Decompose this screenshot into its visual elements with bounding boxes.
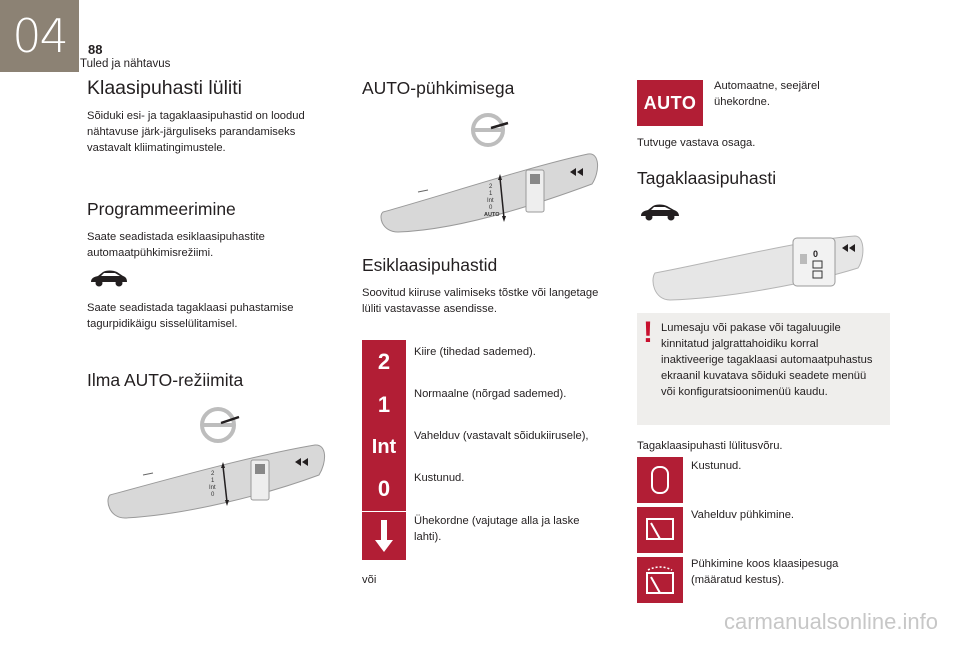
speed-1-text: Normaalne (nõrgad sademed). bbox=[414, 388, 567, 400]
stalk-label-2: 2 bbox=[211, 471, 215, 477]
rear-wiper-icon bbox=[645, 517, 675, 543]
ring-intermittent-text: Vahelduv pühkimine. bbox=[691, 509, 795, 521]
rear-off-icon bbox=[649, 465, 671, 495]
stalk-label-1: 1 bbox=[489, 191, 493, 197]
stalk-label-0: 0 bbox=[489, 205, 493, 211]
auto-text: Automaatne, seejärel ühekordne. bbox=[714, 80, 820, 108]
speed-2-text: Kiire (tihedad sademed). bbox=[414, 346, 536, 358]
no-auto-heading: Ilma AUTO-režiimita bbox=[87, 370, 244, 390]
ring-washer-badge bbox=[637, 557, 683, 603]
off-text: Kustunud. bbox=[414, 472, 465, 484]
ring-intermittent-badge bbox=[637, 507, 683, 553]
down-arrow-icon bbox=[374, 518, 394, 554]
rear-wiper-heading: Tagaklaasipuhasti bbox=[637, 168, 777, 188]
stalk-label-auto: AUTO bbox=[484, 212, 500, 218]
stalk-illustration-rear bbox=[650, 228, 870, 303]
stalk-illustration-no-auto bbox=[105, 400, 330, 520]
off-badge: 0 bbox=[362, 467, 406, 511]
single-wipe-text: Ühekordne (vajutage alla ja laske lahti). bbox=[414, 515, 580, 543]
warning-text: Lumesaju või pakase või tagaluugile kinnitatud jalgrattahoidiku korral inaktiveerige tagaklaasi automaatpuhastus ekraanil kuvatava sõiduki seadete menüü või konfiguratsioonimenüü kaudu. bbox=[661, 322, 873, 398]
ring-off-text: Kustunud. bbox=[691, 460, 742, 472]
single-wipe-badge bbox=[362, 512, 406, 560]
ring-label-0: 0 bbox=[813, 249, 819, 259]
programming-text: Saate seadistada esiklaasipuhastite automaatpühkimisrežiimi. bbox=[87, 231, 265, 259]
page-number: 88 bbox=[88, 42, 103, 57]
warning-icon: ! bbox=[643, 316, 653, 349]
chapter-tab: 04 bbox=[0, 0, 79, 72]
stalk-illustration-auto bbox=[378, 112, 603, 237]
ring-washer-text: Pühkimine koos klaasipesuga (määratud kestus). bbox=[691, 558, 839, 586]
page-title: Klaasipuhasti lüliti bbox=[87, 77, 243, 99]
programming-heading: Programmeerimine bbox=[87, 199, 236, 219]
steering-wheel-icon bbox=[202, 409, 239, 441]
car-rear-icon bbox=[89, 268, 129, 288]
auto-heading: AUTO-pühkimisega bbox=[362, 78, 515, 98]
ring-off-badge bbox=[637, 457, 683, 503]
stalk-label-int: Int bbox=[209, 485, 216, 491]
stalk-label-1: 1 bbox=[211, 478, 215, 484]
ring-heading: Tagaklaasipuhasti lülitusvõru. bbox=[637, 440, 783, 452]
see-section-text: Tutvuge vastava osaga. bbox=[637, 137, 756, 149]
or-text: või bbox=[362, 574, 377, 586]
steering-wheel-icon bbox=[473, 115, 508, 145]
front-wipers-heading: Esiklaasipuhastid bbox=[362, 255, 498, 275]
watermark: carmanualsonline.info bbox=[723, 609, 938, 634]
auto-badge: AUTO bbox=[637, 80, 703, 126]
stalk-label-0: 0 bbox=[211, 492, 215, 498]
speed-1-badge: 1 bbox=[362, 383, 406, 427]
intro-text: Sõiduki esi- ja tagaklaasipuhastid on loodud nähtavuse järk-järguliseks parandamiseks vastavalt kliimatingimustele. bbox=[87, 110, 305, 154]
car-icon bbox=[639, 202, 681, 222]
intermittent-badge: Int bbox=[362, 425, 406, 469]
section-name: Tuled ja nähtavus bbox=[80, 58, 171, 70]
speed-2-badge: 2 bbox=[362, 340, 406, 384]
stalk-label-int: Int bbox=[487, 198, 494, 204]
rear-reverse-text: Saate seadistada tagaklaasi puhastamise tagurpidikäigu sisselülitamisel. bbox=[87, 302, 294, 330]
stalk-label-2: 2 bbox=[489, 184, 493, 190]
intermittent-text: Vahelduv (vastavalt sõidukiirusele), bbox=[414, 430, 589, 442]
front-wipers-text: Soovitud kiiruse valimiseks tõstke või langetage lüliti vastavasse asendisse. bbox=[362, 287, 599, 315]
rear-wiper-washer-icon bbox=[645, 564, 675, 596]
